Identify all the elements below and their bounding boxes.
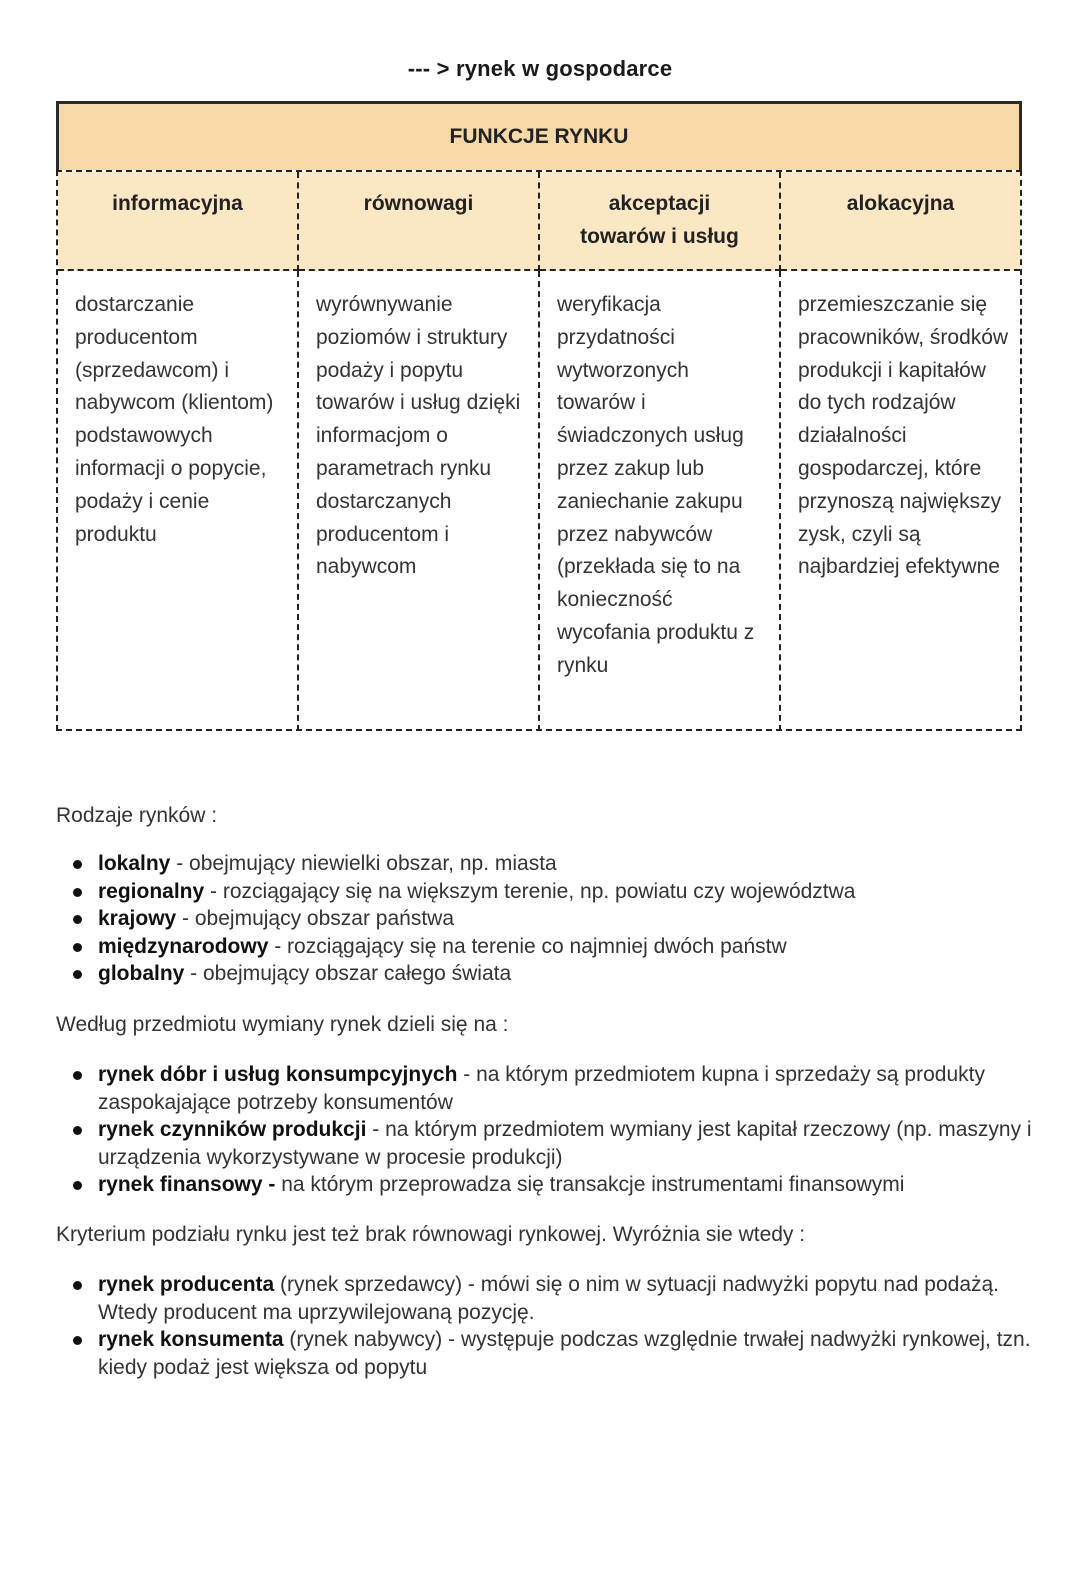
- column-body-rownowagi: wyrównywanie poziomów i struktury podaży i popytu towarów i usług dzięki informacjom o parametrach rynku dostarczanych producentom i nabywcom: [299, 271, 540, 731]
- list-item-term: rynek finansowy -: [98, 1173, 276, 1197]
- list-item: [56, 905, 1036, 933]
- list-item-desc: - obejmujący niewielki obszar, np. miasta: [170, 852, 557, 875]
- list-item-term: międzynarodowy: [98, 934, 269, 958]
- column-body-akceptacji: weryfikacja przydatności wytworzonych towarów i świadczonych usług przez zakup lub zaniechanie zakupu przez nabywców (przekłada się to na konieczność wycofania produktu z rynku: [540, 271, 781, 731]
- column-header-informacyjna: informacyjna: [58, 172, 299, 271]
- market-types-section: [56, 802, 1036, 988]
- list-item-term: regionalny: [98, 879, 205, 903]
- list-item-desc: - rozciągający się na większym terenie, np. powiatu czy województwa: [204, 879, 856, 903]
- list-item-desc: - na którym przedmiotem wymiany jest kapitał rzeczowy (np. maszyny i urządzenia wykorzystywane w procesie produkcji): [98, 1118, 1032, 1169]
- list-item-term: rynek producenta: [98, 1273, 275, 1296]
- list-item-term: krajowy: [98, 907, 177, 931]
- market-types-list: [56, 850, 1036, 988]
- list-item: [56, 1116, 1036, 1171]
- list-item-term: globalny: [98, 962, 185, 986]
- list-item-term: lokalny: [98, 852, 171, 875]
- list-item-desc: - na którym przedmiotem kupna i sprzedaży są produkty zaspokajające potrzeby konsumentów: [98, 1063, 985, 1114]
- list-item-desc: (rynek sprzedawcy) - mówi się o nim w sytuacji nadwyżki popytu nad podażą. Wtedy producent ma uprzywilejowaną pozycję.: [98, 1273, 1000, 1324]
- list-item: [56, 1061, 1036, 1116]
- list-item-term: rynek dóbr i usług konsumpcyjnych: [98, 1063, 458, 1086]
- table-title: FUNKCJE RYNKU: [56, 101, 1022, 170]
- column-header-akceptacji: akceptacji towarów i usług: [540, 172, 781, 271]
- list-item: [56, 960, 1036, 988]
- page-heading: --- > rynek w gospodarce: [407, 56, 673, 81]
- list-item: [56, 1326, 1036, 1381]
- section-intro: Według przedmiotu wymiany rynek dzieli się na :: [56, 1013, 509, 1036]
- column-header-alokacyjna: alokacyjna: [781, 172, 1020, 271]
- market-functions-table: [56, 101, 1022, 731]
- column-body-alokacyjna: przemieszczanie się pracowników, środków produkcji i kapitałów do tych rodzajów działalności gospodarczej, które przynoszą największy zysk, czyli są najbardziej efektywne: [798, 293, 1009, 579]
- by-subject-section: [56, 1011, 1036, 1199]
- list-item-desc: (rynek nabywcy) - występuje podczas względnie trwałej nadwyżki rynkowej, tzn. kiedy podaż jest większa od popytu: [98, 1328, 1031, 1379]
- list-item: [56, 878, 1036, 906]
- section-intro: Rodzaje rynków :: [56, 804, 218, 827]
- section-intro: Kryterium podziału rynku jest też brak równowagi rynkowej. Wyróżnia sie wtedy :: [56, 1223, 806, 1246]
- table-grid: [56, 170, 1022, 731]
- list-item: [56, 933, 1036, 961]
- list-item-desc: - rozciągający się na terenie co najmniej dwóch państw: [268, 934, 787, 958]
- list-item: [56, 1271, 1036, 1326]
- by-subject-list: [56, 1061, 1036, 1199]
- column-body-informacyjna: dostarczanie producentom (sprzedawcom) i nabywcom (klientom) podstawowych informacji o popycie, podaży i cenie produktu: [58, 271, 299, 731]
- list-item: [56, 850, 1036, 878]
- list-item-desc: - obejmujący obszar całego świata: [184, 962, 512, 986]
- list-item-desc: na którym przeprowadza się transakcje instrumentami finansowymi: [275, 1173, 905, 1197]
- list-item-desc: - obejmujący obszar państwa: [176, 907, 455, 931]
- list-item: [56, 1171, 1036, 1199]
- list-item-term: rynek konsumenta: [98, 1328, 284, 1352]
- list-item-term: rynek czynników produkcji: [98, 1118, 367, 1142]
- column-header-rownowagi: równowagi: [299, 172, 540, 271]
- by-balance-section: [56, 1221, 1036, 1381]
- by-balance-list: [56, 1271, 1036, 1381]
